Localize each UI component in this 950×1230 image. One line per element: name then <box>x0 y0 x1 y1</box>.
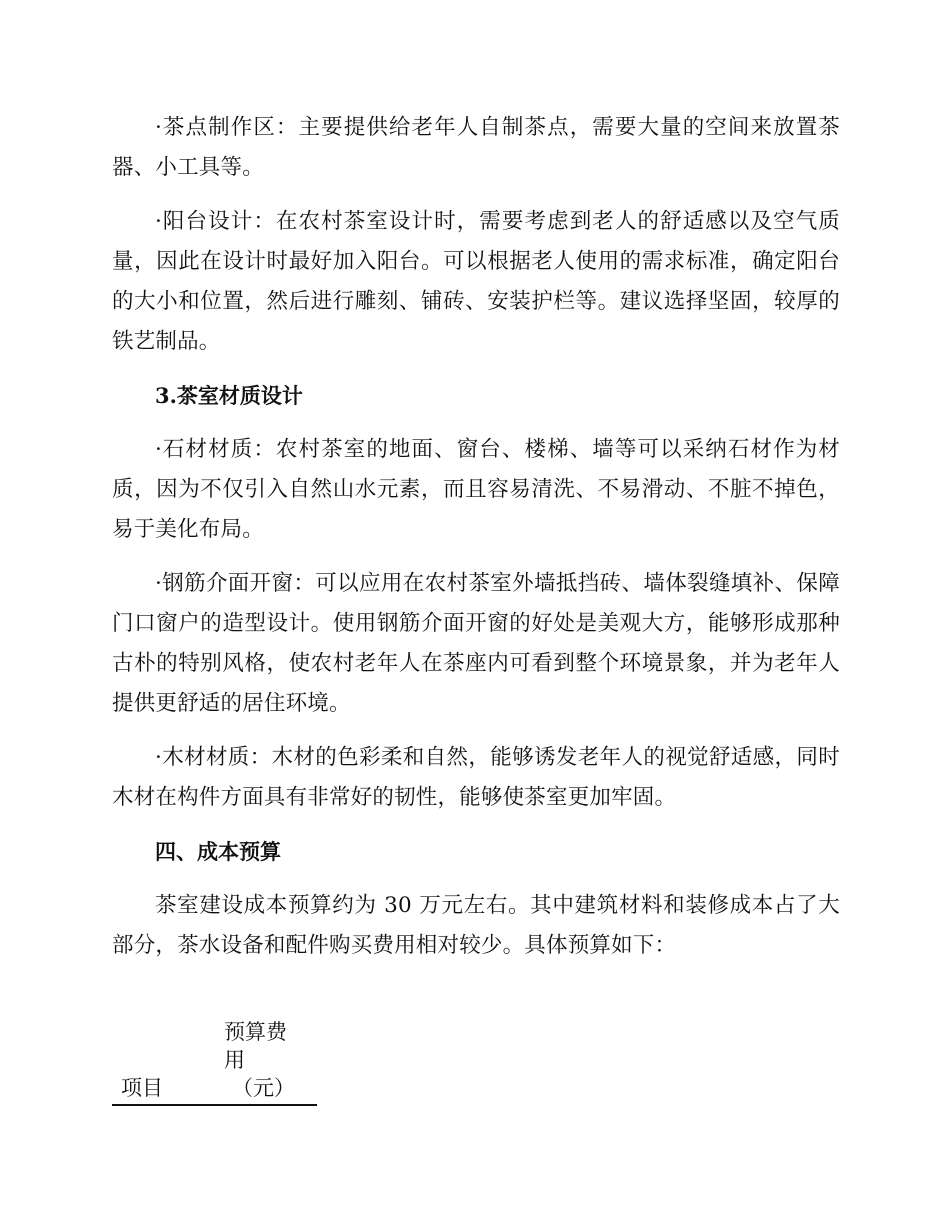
paragraph-steel-window: ·钢筋介面开窗：可以应用在农村茶室外墙抵挡砖、墙体裂缝填补、保障门口窗户的造型设计。使用钢筋介面开窗的好处是美观大方，能够形成那种古朴的特别风格，使农村老年人在茶座内可看到整个环境景象，并为老年人提供更舒适的居住环境。 <box>112 571 840 716</box>
table-header-row <box>112 1018 317 1105</box>
budget-table-container <box>112 1018 317 1106</box>
paragraph-tea-snack-area: ·茶点制作区：主要提供给老年人自制茶点，需要大量的空间来放置茶器、小工具等。 <box>112 115 840 180</box>
header-cost-line-1: 预算费 <box>224 1020 287 1044</box>
section-heading-materials: 3.茶室材质设计 <box>155 383 303 408</box>
document-body <box>112 108 840 980</box>
paragraph-budget-intro: 茶室建设成本预算约为 30 万元左右。其中建筑材料和装修成本占了大部分，茶水设备和配件购买费用相对较少。具体预算如下： <box>112 893 840 958</box>
header-item: 项目 <box>112 1018 224 1105</box>
paragraph-wood-material: ·木材材质：木材的色彩柔和自然，能够诱发老年人的视觉舒适感，同时木材在构件方面具有非常好的韧性，能够使茶室更加牢固。 <box>112 745 840 810</box>
budget-table <box>112 1018 317 1106</box>
paragraph-balcony-design: ·阳台设计：在农村茶室设计时，需要考虑到老人的舒适感以及空气质量，因此在设计时最好加入阳台。可以根据老人使用的需求标准，确定阳台的大小和位置，然后进行雕刻、铺砖、安装护栏等。建议选择坚固，较厚的铁艺制品。 <box>112 209 840 354</box>
header-cost-line-2: 用 <box>224 1048 245 1072</box>
header-cost <box>224 1018 317 1105</box>
paragraph-stone-material: ·石材材质：农村茶室的地面、窗台、楼梯、墙等可以采纳石材作为材质，因为不仅引入自然山水元素，而且容易清洗、不易滑动、不脏不掉色，易于美化布局。 <box>112 437 840 542</box>
section-heading-cost-budget: 四、成本预算 <box>155 839 281 864</box>
header-cost-unit: （元） <box>232 1076 295 1100</box>
